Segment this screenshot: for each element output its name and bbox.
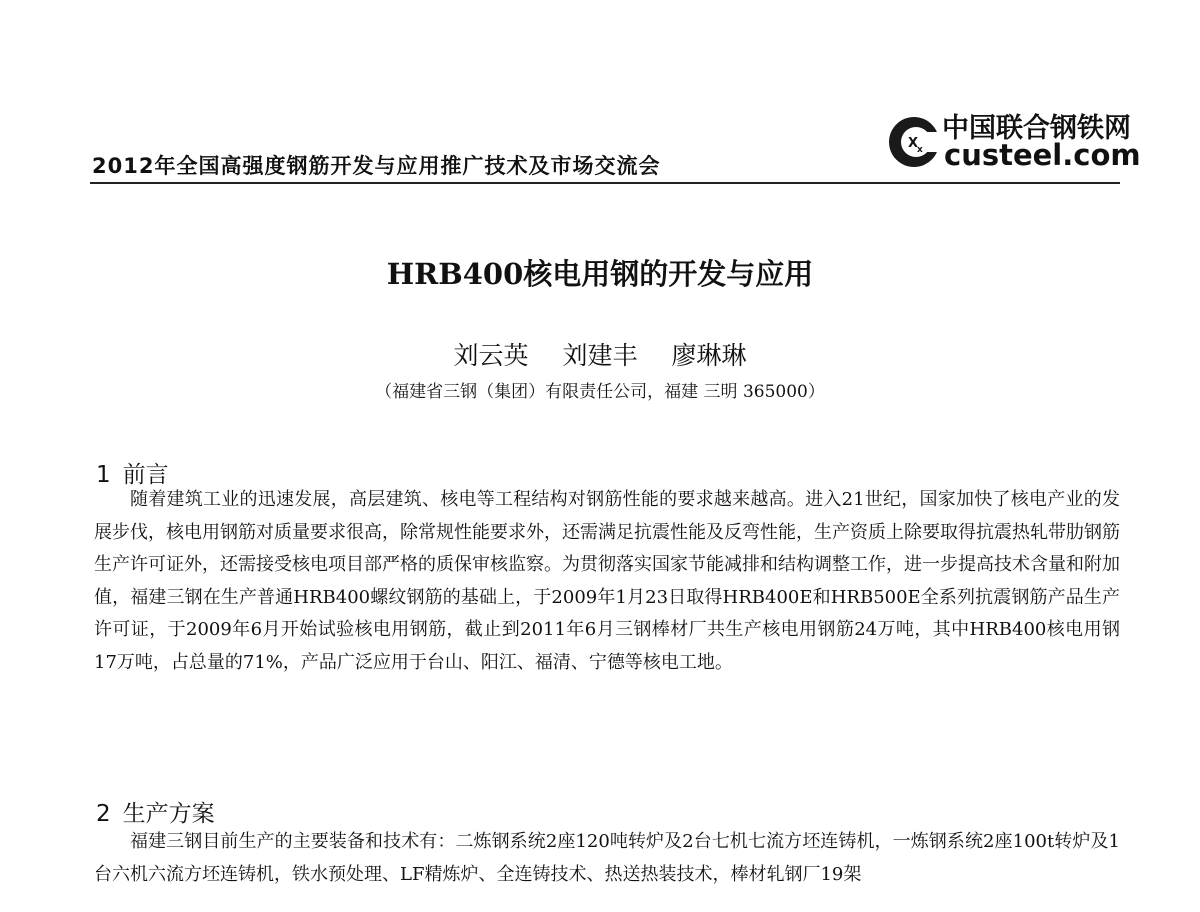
logo-name-cn: 中国联合钢铁网	[942, 113, 1131, 144]
custeel-logo[interactable]	[886, 106, 1141, 176]
author-name: 廖琳琳	[671, 341, 747, 370]
svg-text:X: X	[908, 136, 919, 151]
author-name: 刘建丰	[562, 341, 638, 370]
custeel-logo-icon	[886, 114, 942, 170]
conference-title: 2012年全国高强度钢筋开发与应用推广技术及市场交流会	[92, 154, 661, 178]
section-paragraph: 随着建筑工业的迅速发展，高层建筑、核电等工程结构对钢筋性能的要求越来越高。进入21世纪，国家加快了核电产业的发展步伐，核电用钢筋对质量要求很高，除常规性能要求外，还需满足抗震性能及反弯性能，生产资质上除要取得抗震热轧带肋钢筋生产许可证外，还需接受核电项目部严格的质保审核监察。为贯彻落实国家节能减排和结构调整工作，进一步提高技术含量和附加值，福建三钢在生产普通HRB400螺纹钢筋的基础上，于2009年1月23日取得HRB400E和HRB500E全系列抗震钢筋产品生产许可证，于2009年6月开始试验核电用钢筋，截止到2011年6月三钢棒材厂共生产核电用钢筋24万吨，其中HRB400核电用钢17万吨，占总量的71%，产品广泛应用于台山、阳江、福清、宁德等核电工地。	[94, 489, 1120, 673]
section-title: 生产方案	[122, 801, 215, 827]
paper-title: HRB400核电用钢的开发与应用	[386, 257, 814, 291]
section-paragraph: 福建三钢目前生产的主要装备和技术有：二炼钢系统2座120吨转炉及2台七机七流方坯连铸机，一炼钢系统2座100t转炉及1台六机六流方坯连铸机，铁水预处理、LF精炼炉、全连铸技术、热送热装技术，棒材轧钢厂19架	[94, 831, 1120, 885]
section-number: 1	[96, 462, 111, 488]
affiliation: （福建省三钢（集团）有限责任公司，福建 三明 365000）	[375, 382, 825, 402]
section-title: 前言	[122, 462, 169, 488]
svg-text:x: x	[917, 145, 923, 155]
section-number: 2	[96, 801, 111, 827]
author-list	[0, 336, 1200, 372]
author-name: 刘云英	[453, 341, 529, 370]
header-divider	[90, 182, 1120, 184]
section-heading-production-plan	[96, 795, 215, 828]
logo-name-en: custeel.com	[944, 138, 1141, 172]
